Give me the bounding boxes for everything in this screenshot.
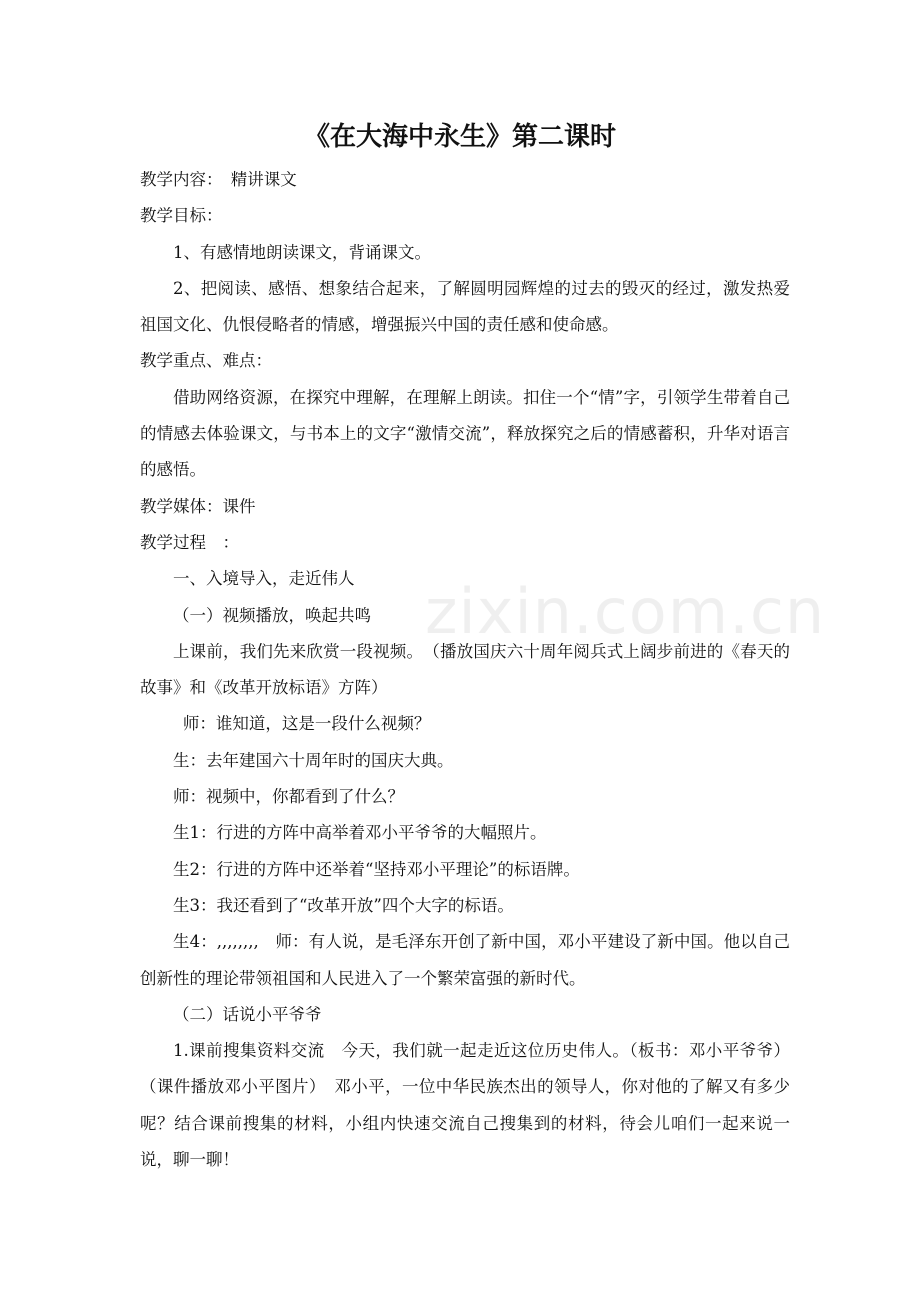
paragraph-content: 教学内容： 精讲课文 (140, 170, 297, 189)
paragraph-goal-2: 2、把阅读、感悟、想象结合起来，了解圆明园辉煌的过去的毁灭的经过，激发热爱祖国文化、仇恨侵略者的情感，增强振兴中国的责任感和使命感。 (140, 278, 790, 335)
paragraph-goals-heading: 教学目标： (140, 206, 223, 226)
paragraph-goal-1: 1、有感情地朗读课文，背诵课文。 (173, 242, 431, 262)
paragraph-student-answer: 生：去年建国六十周年时的国庆大典。 (173, 750, 454, 770)
paragraph-subsection-2: （二）话说小平爷爷 (173, 1004, 322, 1024)
paragraph-process-heading: 教学过程 ： (140, 532, 239, 552)
paragraph-student-3: 生3：我还看到了“改革开放”四个大字的标语。 (173, 895, 514, 915)
paragraph-section-1: 一、入境导入，走近伟人 (173, 569, 355, 589)
paragraph-material-exchange: 1.课前搜集资料交流 今天，我们就一起走近这位历史伟人。（板书：邓小平爷爷）（课件播放邓小平图片） 邓小平，一位中华民族杰出的领导人，你对他的了解又有多少呢？结合课前搜集的材料，小组内快速交流自己搜集到的材料，待会儿咱们一起来说一说，聊一聊！ (140, 1041, 790, 1170)
paragraph-student-2: 生2：行进的方阵中还举着“坚持邓小平理论”的标语牌。 (173, 859, 580, 879)
paragraph-student-4: 生4：,,,,,,,, 师：有人说，是毛泽东开创了新中国，邓小平建设了新中国。他以自己创新性的理论带领祖国和人民进入了一个繁荣富强的新时代。 (140, 932, 790, 988)
document-title: 《在大海中永生》第二课时 (303, 122, 616, 152)
document-body (140, 162, 790, 1178)
paragraph-media: 教学媒体：课件 (140, 496, 256, 516)
watermark: zixin.com.cn (425, 575, 826, 648)
paragraph-subsection-1: （一）视频播放，唤起共鸣 (173, 605, 371, 625)
paragraph-teacher-question-2: 师：视频中，你都看到了什么？ (173, 787, 404, 807)
paragraph-key-points: 借助网络资源，在探究中理解，在理解上朗读。扣住一个“情”字，引领学生带着自己的情感去体验课文，与书本上的文字“激情交流”，释放探究之后的情感蓄积，升华对语言的感悟。 (140, 387, 790, 480)
paragraph-video-intro: 上课前，我们先来欣赏一段视频。 （播放国庆六十周年阅兵式上阔步前进的《春天的故事》和《改革开放标语》方阵） (140, 641, 790, 698)
paragraph-key-points-heading: 教学重点、难点： (140, 351, 272, 371)
paragraph-student-1: 生1：行进的方阵中高举着邓小平爷爷的大幅照片。 (173, 823, 547, 843)
paragraph-teacher-question-1: 师：谁知道，这是一段什么视频？ (182, 714, 431, 734)
